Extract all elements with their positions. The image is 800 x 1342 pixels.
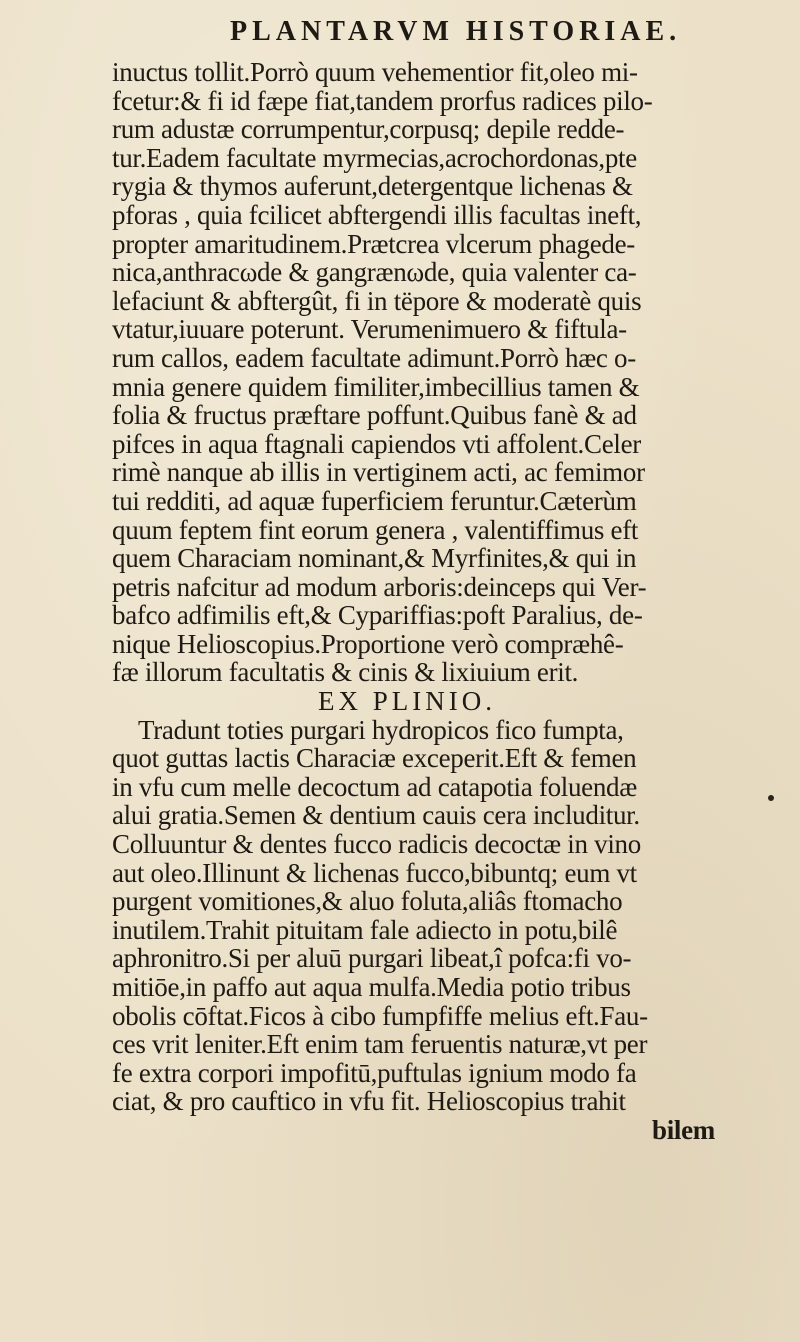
text-line: Tradunt toties purgari hydropicos fico fumpta, — [138, 714, 624, 745]
text-line: rum adustæ corrumpentur,corpusq; depile redde- — [112, 114, 625, 145]
text-line: fcetur:& fi id fæpe fiat,tandem prorfus radices pilo- — [112, 85, 653, 116]
text-line: folia & fructus præftare poffunt.Quibus fanè & ad — [112, 400, 637, 431]
text-line: inuctus tollit.Porrò quum vehementior fit,oleo mi- — [112, 57, 638, 87]
margin-dot-mark — [768, 795, 774, 801]
text-line: purgent vomitiones,& aluo foluta,aliâs ftomacho — [112, 886, 623, 917]
text-line: lefaciunt & abftergût, fi in tëpore & moderatè quis — [112, 285, 642, 316]
text-line: ciat, & pro cauftico in vfu fit. Helioscopius trahit — [112, 1086, 626, 1117]
text-line: vtatur,iuuare poterunt. Verumenimuero & fiftula- — [112, 314, 627, 345]
text-line: fe extra corpori impofitū,puftulas ignium modo fa — [112, 1057, 637, 1088]
text-line: aut oleo.Illinunt & lichenas fucco,bibuntq; eum vt — [112, 857, 637, 888]
text-line: propter amaritudinem.Prætcrea vlcerum phagede- — [112, 228, 635, 259]
text-block — [112, 58, 800, 1145]
text-line: mitiōe,in paffo aut aqua mulfa.Media potio tribus — [112, 972, 631, 1002]
text-line: rygia & thymos auferunt,detergentque lichenas & — [112, 171, 633, 202]
text-line: rum callos, eadem facultate adimunt.Porrò hæc o- — [112, 342, 636, 373]
text-line: pifces in aqua ftagnali capiendos vti affolent.Celer — [112, 428, 641, 459]
catchword: bilem — [652, 1114, 715, 1145]
text-line: mnia genere quidem fimiliter,imbecillius tamen & — [112, 371, 640, 402]
text-line: in vfu cum melle decoctum ad catapotia foluendæ — [112, 771, 637, 802]
text-line: quum feptem fint eorum genera , valentiffimus eft — [112, 514, 639, 545]
text-line: alui gratia.Semen & dentium cauis cera includitur. — [112, 800, 640, 831]
text-line: inutilem.Trahit pituitam fale adiecto in potu,bilê — [112, 914, 618, 945]
text-line: aphronitro.Si per aluū purgari libeat,î pofca:fi vo- — [112, 943, 632, 974]
text-line: nica,anthracωde & gangrænωde, quia valenter ca- — [112, 257, 637, 288]
text-line: pforas , quia fcilicet abftergendi illis facultas ineft, — [112, 199, 642, 230]
text-line: nique Helioscopius.Proportione verò compræhê- — [112, 628, 624, 659]
text-line: rimè nanque ab illis in vertiginem acti, ac femimor — [112, 457, 645, 488]
text-line: fæ illorum facultatis & cinis & lixiuium erit. — [112, 657, 579, 688]
text-line: Colluuntur & dentes fucco radicis decoctæ in vino — [112, 829, 641, 860]
text-line: quem Characiam nominant,& Myrfinites,& qui in — [112, 543, 637, 574]
text-line: petris nafcitur ad modum arboris:deinceps qui Ver- — [112, 571, 647, 602]
running-head: PLANTARVM HISTORIAE. — [230, 16, 682, 47]
text-line: bafco adfimilis eft,& Cypariffias:poft Paralius, de- — [112, 600, 643, 631]
text-line: quot guttas lactis Characiæ exceperit.Eft & femen — [112, 743, 637, 774]
text-line: tur.Eadem facultate myrmecias,acrochordonas,pte — [112, 142, 637, 173]
text-line: tui redditi, ad aquæ fuperficiem feruntur.Cæterùm — [112, 485, 637, 516]
text-line: ces vrit leniter.Eft enim tam feruentis naturæ,vt per — [112, 1029, 648, 1060]
section-heading: EX PLINIO. — [318, 686, 496, 717]
text-line: obolis cōftat.Ficos à cibo fumpfiffe melius eft.Fau- — [112, 1000, 648, 1031]
